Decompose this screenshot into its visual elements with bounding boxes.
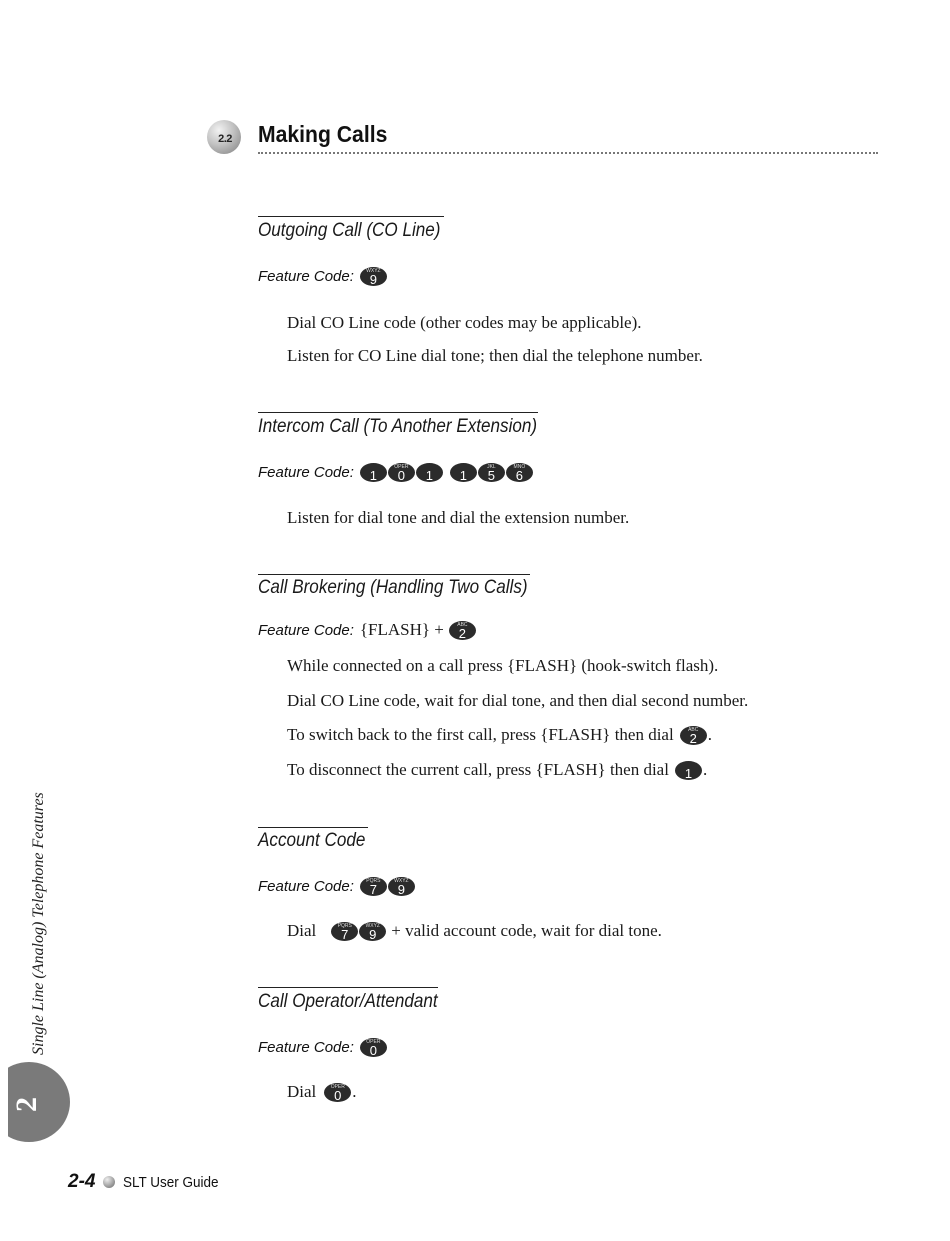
heading-rule	[258, 827, 368, 828]
key-6-icon: MNO 6	[506, 463, 533, 482]
instruction-text: Listen for CO Line dial tone; then dial the telephone number.	[287, 346, 703, 365]
heading-rule	[258, 574, 530, 575]
instruction-line-switch	[287, 725, 712, 745]
heading-call-brokering: Call Brokering (Handling Two Calls)	[258, 577, 528, 598]
heading-call-operator: Call Operator/Attendant	[258, 991, 438, 1012]
key-1-icon: 1	[360, 463, 387, 482]
page-title: Making Calls	[258, 121, 388, 147]
feature-code-label: Feature Code:	[258, 1039, 354, 1056]
instruction-line-account	[287, 921, 662, 941]
instruction-text: While connected on a call press {FLASH} (hook-switch flash).	[287, 656, 719, 675]
feature-code-label: Feature Code:	[258, 621, 354, 639]
heading-account-code: Account Code	[258, 830, 366, 851]
dotted-divider	[258, 152, 878, 154]
period: .	[702, 760, 708, 779]
section-number-badge	[207, 120, 241, 154]
chapter-title-vertical: Single Line (Analog) Telephone Features	[30, 792, 47, 1055]
instruction-line-operator	[287, 1082, 357, 1102]
instruction-text: Dial	[287, 1082, 317, 1101]
instruction-text: Dial	[287, 921, 317, 940]
feature-code-operator	[258, 1038, 388, 1057]
key-5-icon: JKL 5	[478, 463, 505, 482]
feature-code-intercom	[258, 463, 534, 482]
page-footer	[68, 1171, 230, 1193]
heading-rule	[258, 412, 538, 413]
key-0-icon: OPER 0	[388, 463, 415, 482]
key-0-icon: OPER 0	[360, 1038, 387, 1057]
heading-rule	[258, 216, 444, 217]
bullet-dot-icon	[103, 1176, 115, 1188]
key-7-icon: PQRS 7	[360, 877, 387, 896]
instruction-text: Dial CO Line code (other codes may be applicable).	[287, 313, 642, 332]
key-9-icon: WXYZ 9	[388, 877, 415, 896]
instruction-text: Dial CO Line code, wait for dial tone, and then dial second number.	[287, 691, 749, 710]
key-2-icon: ABC 2	[449, 621, 476, 640]
page-number: 2-4	[68, 1171, 96, 1192]
chapter-number: 2	[10, 1097, 43, 1112]
instruction-text: To disconnect the current call, press {FLASH} then dial	[287, 760, 669, 779]
instruction-text: Listen for dial tone and dial the extension number.	[287, 508, 630, 527]
heading-intercom-call: Intercom Call (To Another Extension)	[258, 416, 538, 437]
key-9-icon: WXYZ 9	[360, 267, 387, 286]
key-1-icon: 1	[416, 463, 443, 482]
section-number: 2.2	[218, 133, 232, 145]
heading-rule	[258, 987, 438, 988]
feature-code-outgoing	[258, 267, 388, 286]
guide-title: SLT User Guide	[123, 1173, 220, 1191]
period: .	[352, 1082, 357, 1101]
heading-outgoing-call: Outgoing Call (CO Line)	[258, 220, 441, 241]
key-1-icon: 1	[675, 761, 702, 780]
instruction-text: To switch back to the first call, press {FLASH} then dial	[287, 725, 674, 744]
key-1-icon: 1	[450, 463, 477, 482]
feature-code-account	[258, 877, 416, 896]
key-9-icon: WXYZ 9	[359, 922, 386, 941]
key-2-icon: ABC 2	[680, 726, 707, 745]
instruction-line-disconnect	[287, 760, 707, 780]
feature-code-label: Feature Code:	[258, 878, 354, 895]
flash-plus-text: {FLASH} +	[359, 620, 444, 639]
instruction-text: + valid account code, wait for dial tone.	[391, 921, 662, 940]
feature-code-label: Feature Code:	[258, 268, 354, 285]
feature-code-brokering	[258, 620, 477, 640]
period: .	[707, 725, 712, 744]
key-0-icon: OPER 0	[324, 1083, 351, 1102]
feature-code-label: Feature Code:	[258, 464, 354, 481]
key-7-icon: PQRS 7	[331, 922, 358, 941]
